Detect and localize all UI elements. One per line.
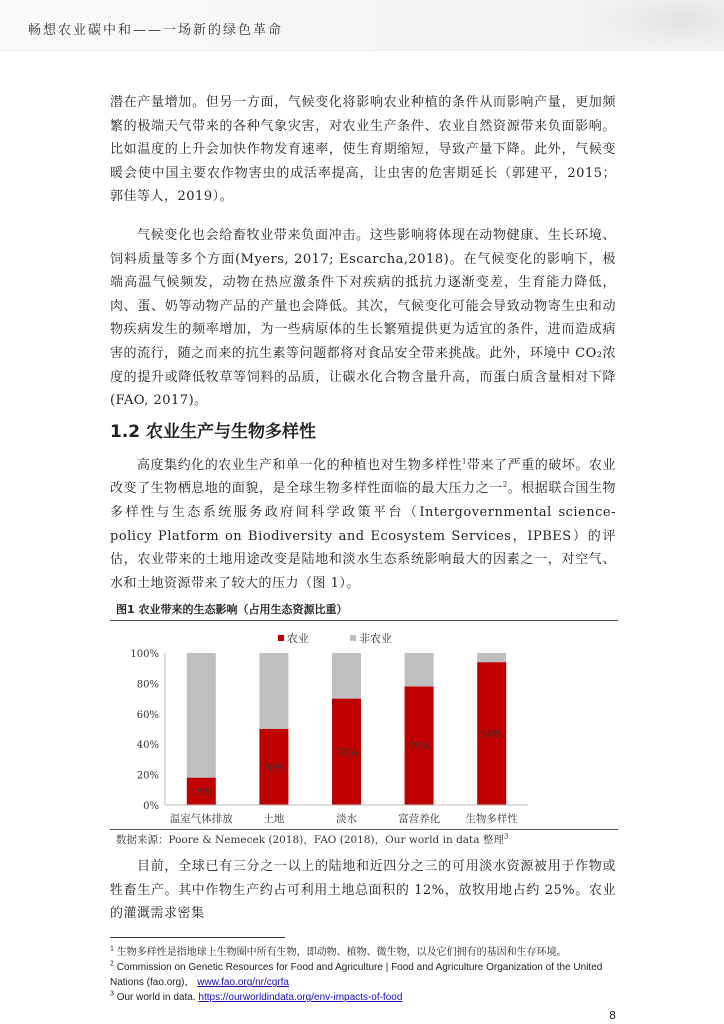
y-tick-label: 100% (130, 649, 159, 661)
footnote-number: 3 (110, 990, 114, 998)
footnote-text: 生物多样性是指地球上生物圈中所有生物，即动物、植物、微生物，以及它们拥有的基因和生存环境。 (116, 947, 567, 959)
y-tick-label: 40% (136, 740, 159, 752)
paragraph: 气候变化也会给畜牧业带来负面冲击。这些影响将体现在动物健康、生长环境、饲料质量等多个方面(Myers, 2017; Escarcha,2018)。在气候变化的影响下，极端高温气候频发，动物在热应激条件下对疾病的抵抗力逐渐变差，生育能力降低，肉、蛋、奶等动物产品的产量也会降低。其次，气候变化可能会导致动物寄生虫和动物疾病发生的频率增加，为一些病原体的生长繁殖提供更为适宜的条件，进而造成病害的流行，随之而来的抗生素等问题都将对食品安全带来挑战。此外，环境中 CO₂浓度的提升或降低牧草等饲料的品质，让碳水化合物含量升高，而蛋白质含量相对下降(FAO, 2017)。 (110, 227, 616, 409)
x-tick-label: 土地 (263, 813, 285, 826)
paragraph: 潜在产量增加。但另一方面，气候变化将影响农业种植的条件从而影响产量，更加频繁的极端天气带来的各种气象灾害，对农业生产条件、农业自然资源带来负面影响。比如温度的上升会加快作物发育速率，使生育期缩短，导致产量下降。此外，气候变暖会使中国主要农作物害虫的成活率提高，让虫害的危害期延长（郭建平，2015；郭佳等人，2019）。 (110, 95, 616, 205)
footnote-text: Our world in data. (116, 992, 199, 1004)
text: 高度集约化的农业生产和单一化的种植也对生物多样性 (137, 457, 463, 473)
y-tick-label: 20% (136, 770, 159, 782)
bar-non-agriculture (477, 653, 506, 662)
stacked-bar-chart (100, 625, 620, 828)
data-label: 78% (407, 742, 431, 754)
text: 。根据联合国生物多样性与生态系统服务政府间科学政策平台（Intergovernmental science-policy Platform on Biodiversity and Ecosystem Services，IPBES）的评估，农业带来的土地用途改变是陆地和淡水生态系统影响最大的因素之一，对空气、水和土地资源带来了较大的压力（图 1）。 (110, 481, 616, 591)
paragraph (110, 454, 616, 596)
figure-source (116, 833, 508, 847)
footnote-text: Commission on Genetic Resources for Food and Agriculture | Food and Agriculture Organization of the United Nations (fao.org)， (110, 962, 603, 989)
legend-swatch (278, 635, 284, 641)
figure (110, 603, 616, 848)
data-label: 50% (262, 763, 286, 775)
bar-non-agriculture (405, 653, 434, 686)
footnotes (110, 945, 620, 1005)
paragraph: 目前，全球已有三分之一以上的陆地和近四分之三的可用淡水资源被用于作物或牲畜生产。其中作物生产约占可利用土地总面积的 12%，放牧用地占约 25%。农业的灌溉需求密集 (110, 859, 616, 922)
y-tick-label: 0% (143, 801, 159, 813)
bar-non-agriculture (187, 653, 216, 778)
bar-non-agriculture (332, 653, 361, 699)
footnote-3 (110, 990, 620, 1005)
data-label: 70% (335, 748, 358, 760)
x-tick-label: 生物多样性 (465, 813, 518, 826)
footnote-number: 1 (110, 945, 114, 953)
y-tick-label: 60% (136, 710, 159, 722)
legend-label: 农业 (287, 632, 309, 646)
x-tick-label: 温室气体排放 (169, 813, 233, 826)
footnote-number: 2 (110, 960, 114, 968)
x-tick-label: 富营养化 (398, 813, 441, 826)
source-text: 数据来源：Poore & Nemecek (2018)，FAO (2018)，Our world in data 整理 (116, 834, 504, 847)
figure-title: 图1 农业带来的生态影响（占用生态资源比重） (116, 603, 348, 617)
page-header (0, 0, 724, 51)
world-map-watermark (584, 0, 724, 50)
bar-non-agriculture (259, 653, 288, 729)
footnote-1 (110, 945, 620, 960)
y-tick-label: 80% (136, 679, 159, 691)
legend-swatch (350, 635, 356, 641)
x-tick-label: 淡水 (336, 813, 357, 826)
legend-label: 非农业 (359, 632, 392, 646)
data-label: 94% (480, 729, 503, 741)
header-title: 畅想农业碳中和——一场新的绿色革命 (28, 23, 284, 38)
figure-bottom-rule (110, 829, 618, 830)
footnote-ref[interactable]: 1 (462, 457, 467, 466)
footnote-2 (110, 960, 620, 990)
data-label: 18% (190, 787, 213, 799)
footnote-ref[interactable]: 3 (503, 832, 509, 841)
section-heading: 1.2 农业生产与生物多样性 (110, 421, 317, 442)
page-content (110, 91, 616, 1023)
footnote-link[interactable]: https://ourworldindata.org/env-impacts-of-food (198, 992, 403, 1004)
footnote-divider (110, 937, 285, 938)
footnote-ref[interactable]: 2 (502, 480, 508, 489)
text: 带来了严重的破坏。农业改变了生物栖息地的面貌，是全球生物多样性面临的最大压力之一 (110, 457, 616, 497)
footnote-link[interactable]: www.fao.org/nr/cgrfa (197, 977, 289, 989)
page-number: 8 (609, 1009, 616, 1023)
figure-top-rule (110, 620, 618, 621)
